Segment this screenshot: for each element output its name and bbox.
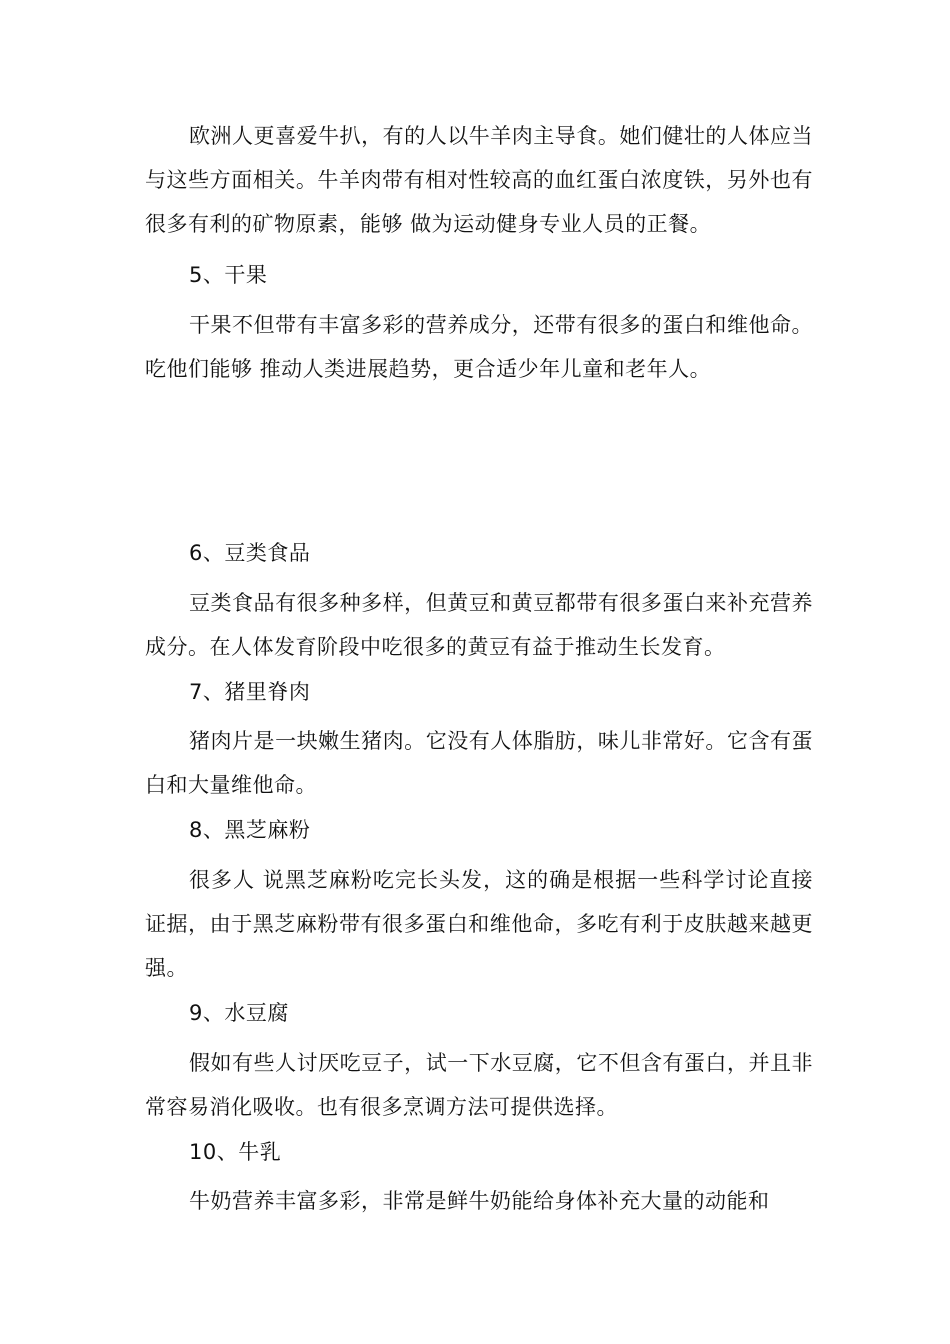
heading-dried-fruit: 5、干果: [189, 263, 268, 287]
heading-pork-tenderloin: 7、猪里脊肉: [189, 680, 311, 704]
paragraph-pork-tenderloin: 猪肉片是一块嫩生猪肉。它没有人体脂肪，味儿非常好。它含有蛋白和大量维他命。: [145, 729, 813, 797]
heading-milk: 10、牛乳: [189, 1140, 282, 1164]
paragraph-legumes: 豆类食品有很多种多样，但黄豆和黄豆都带有很多蛋白来补充营养成分。在人体发育阶段中吃很多的黄豆有益于推动生长发育。: [145, 591, 813, 659]
paragraph-dried-fruit: 干果不但带有丰富多彩的营养成分，还带有很多的蛋白和维他命。吃他们能够 推动人类进展趋势，更合适少年儿童和老年人。: [145, 313, 813, 381]
heading-tofu: 9、水豆腐: [189, 1001, 289, 1025]
paragraph-milk: 牛奶营养丰富多彩，非常是鲜牛奶能给身体补充大量的动能和: [189, 1189, 770, 1213]
paragraph-beef: 欧洲人更喜爱牛扒，有的人以牛羊肉主导食。她们健壮的人体应当与这些方面相关。牛羊肉带有相对性较高的血红蛋白浓度铁，另外也有很多有利的矿物原素，能够 做为运动健身专业人员的正餐。: [145, 124, 813, 236]
heading-black-sesame: 8、黑芝麻粉: [189, 818, 311, 842]
heading-legumes: 6、豆类食品: [189, 541, 311, 565]
paragraph-black-sesame: 很多人 说黑芝麻粉吃完长头发，这的确是根据一些科学讨论直接证据，由于黑芝麻粉带有很多蛋白和维他命，多吃有利于皮肤越来越更强。: [145, 868, 813, 980]
paragraph-tofu: 假如有些人讨厌吃豆子，试一下水豆腐，它不但含有蛋白，并且非常容易消化吸收。也有很多烹调方法可提供选择。: [145, 1051, 813, 1119]
